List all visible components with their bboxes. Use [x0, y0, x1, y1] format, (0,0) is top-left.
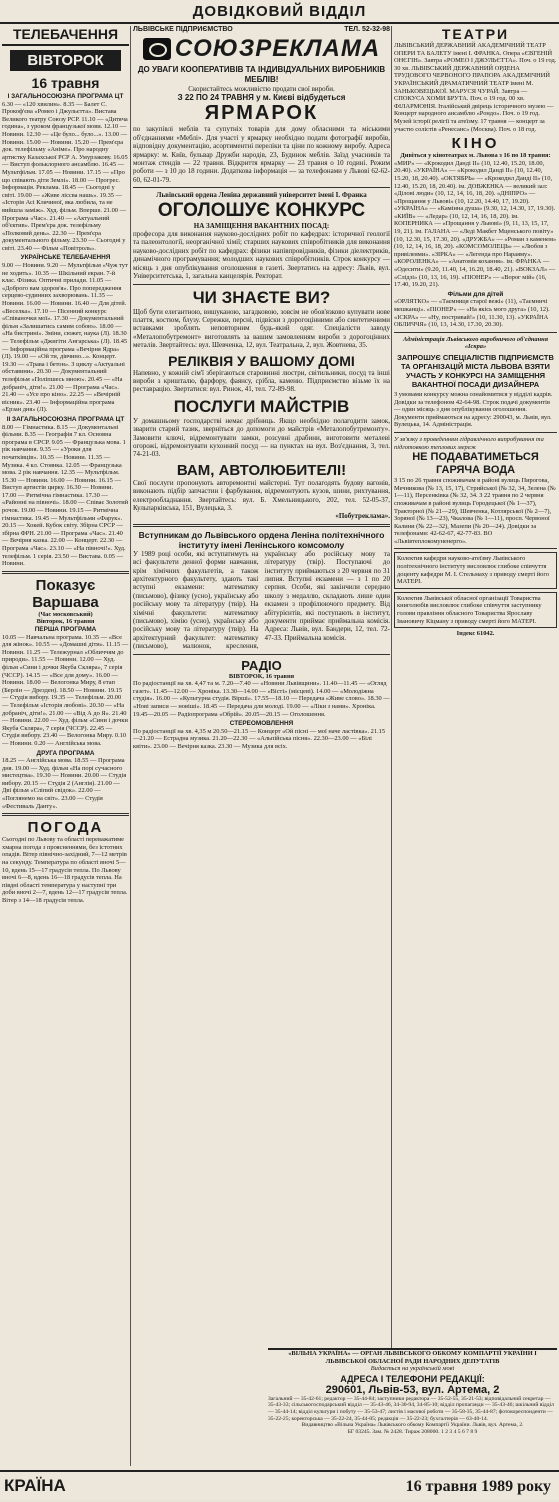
question-title: ЧИ ЗНАЄТЕ ВИ?	[192, 287, 331, 307]
tv-date: 16 травня	[31, 75, 100, 91]
theatres-title: ТЕАТРИ	[441, 26, 510, 42]
section-title: ДОВІДКОВИЙ ВІДДІЛ	[192, 2, 367, 20]
ad-tel: ТЕЛ. 52-32-98	[344, 26, 390, 33]
warsaw-schedule: 10.05 — Навчальна програма. 10.35 — «Все для жінок». 10.55 — «Домашні діти». 11.15 — Новини. 11.25 — Тележурнал «Обличчям до природи». 11.55 — Новини. 12.00 — Худ. фільм «Сини і дочки Якуба Скляра», 7 серія (ЧССР). 14.15 — «Все для дому». 16.00 — Новини. 18.00 — Велогонка Миру, 8 етап (Берлін — Дрезден). 18.50 — Новини. 19.15 — Студія вибору. 19.35 — Телефільм. 20.00 — Телефільм «Історія любові». 20.30 — «На добраніч, діти!». 21.00 — «Від А до Я». 21.40 — Новини. 22.00 — Худ. фільм «Сини і дочки Якуба Скляра», 7 серія (ЧССР). 22.45 — Студія вибору. 23.40 — Велогонка Миру. 0.10 — Новини. 0.20 — Англійська мова.	[2, 633, 129, 747]
poly-text: У 1989 році особи, які вступатимуть на всі факультети денної форми навчання, крім хімічних факультетів, а також архітектурного факультету, здають такі вступні екзамени: математику (письмово), фізику (усно), українську або російську мову та літературу (твір). На хімічні факультети: математику (письмово), хімію (усно), українську або російську мову та літературу (твір). На архітектурний факультет: математику (письмово), малюнок, креслення, українську або російську мову та літературу (твір). Поступаючі до інституту приймаються з 20 червня по 31 липня. Вступні екзамени — з 1 по 20 серпня. Особи, які закінчили середню школу з медаллю, складають лише один екзамен з профілюючого предмету. Від абітурієнтів, які поступають в інститут, документи приймає приймальна комісія. Адреса: Львів, вул. Бандери, 12, тел. 72-47-33. Приймальна комісія.	[133, 549, 390, 651]
fair-dates: З 22 ПО 24 ТРАВНЯ у м. Києві відбудеться	[177, 93, 346, 103]
masthead-name: «ВІЛЬНА УКРАЇНА» — ОРГАН ЛЬВІВСЬКОГО ОБКОМУ КОМПАРТІЇ УКРАЇНИ І ЛЬВІВСЬКОЇ ОБЛАСНОЇ РАДИ НАРОДНИХ ДЕПУТАТІВ	[288, 1350, 537, 1365]
divider	[133, 524, 390, 527]
column-divider	[130, 26, 131, 1466]
iskra-invite: ЗАПРОШУЄ СПЕЦІАЛІСТІВ ПІДПРИЄМСТВ ТА ОРГАНІЗАЦІЙ МІСТА ЛЬВОВА ВЗЯТИ УЧАСТЬ У КОНКУРСІ НА ЗАМІЩЕННЯ ВАКАНТНОЇ ПОСАДИ ДИЗАЙНЕРА	[397, 352, 554, 389]
relics-title: РЕЛІКВІЯ У ВАШОМУ ДОМІ	[168, 352, 355, 369]
auto-footer: «Побутреклама».	[335, 512, 390, 521]
divider	[2, 571, 129, 574]
ad-header	[133, 26, 390, 33]
ct1-title: І ЗАГАЛЬНОСОЮЗНА ПРОГРАМА ЦТ	[7, 93, 124, 100]
kids-text: «ОРЛЯТКО» — «Таємниця старої вежі» (11), «Таємничі мешканці». «ПІОНЕР» — «На якісь мого друга» (10, 12). «ІСКРА» — «Ну, постривай!» (10, 11.30, 13). «УКРАЇНА ОБЛИЧЧЯ» (10, 13, 14.30, 17.30, 20.30).	[394, 298, 550, 329]
question-text: Щоб бути елегантною, вишуканою, загадковою, зовсім не обов'язково купувати нове плаття, костюм, блузу. Сережки, персні, підвіски з дорогоцінними або синтетичними вставками зроблять неповторним будь-який одяг. Спеціалісти заводу «Металопобутремонт» виготовлять за вашим замовленням вироби з дорогоцінних металів. Звертайтесь: вул. Шевченка, 12, вул. Театральна, 2, вул. Жовтнева, 35.	[133, 307, 390, 350]
water-text: З 15 по 26 травня споживачам в районі вулиць Пирогова, Мечникова (№ 13, 15, 17), Стрийської (№ 32, 34, Зелена (№ 1—11), Персенківка (№ 32, 34. З 22 травня по 2 червня споживачам в районі вулиць Городецької (№ 1—37), Тракторної (№ 21—29), Шевченка, Котлярської (№ 2—7), Зоряної (№ 13—23), Чкалова (№ 1—11), просп. Червоної Калини (№ 22—32), Мазепи (№ 20—24). Довідки за телефонами: 42-62-67, 42-77-83. ВО «Львівтеплокомуненерго».	[394, 477, 556, 545]
warsaw-day: Вівторок, 16 травня	[36, 618, 95, 626]
ad-intro: ДО УВАГИ КООПЕРАТИВІВ ТА ІНДИВІДУАЛЬНИХ ВИРОБНИКІВ МЕБЛІВ!	[137, 65, 386, 84]
ct2-title: УКРАЇНСЬКЕ ТЕЛЕБАЧЕННЯ	[20, 254, 111, 262]
radio-section	[133, 658, 390, 751]
ad-intro2: Скористайтесь можливістю продати свої вироби.	[188, 85, 335, 93]
univ-subtitle: НА ЗАМІЩЕННЯ ВАКАНТНИХ ПОСАД:	[193, 221, 330, 230]
ad-org: ЛЬВІВСЬКЕ ПІДПРИЄМСТВО	[133, 26, 233, 33]
fair-title: ЯРМАРОК	[204, 102, 319, 125]
ct1-schedule: 6.30 — «120 хвилин». 8.35 — Балет С. Прокоф'єва «Ромео і Джульєтта». Вистава Великого театру Союзу РСР. 11.10 — «Дитяча година», з уроком французької мови. 12.10 — Новини. 12.30 — «Це було... було...». 13.00 — Новини. 15.00 — Новини. 15.20 — Прем'єра док. телефільму «Аніме». Про народну артистку Казахської РСР А. Умурзакову. 16.05 — Виступ фольклорного ансамблю. 16.45 — Мультфільм. 17.05 — Новини. 17.15 — «Про що співають діти Землі». 18.00 — Прогрес. Інформація. Реклама. 18.45 — Сьогодні у світі. 19.00 — «Живе ліссва нашь». 19.35 — «Історія Асі Клячиної, яка любила, та не вийшла заміж». Худ. фільм. Вперше. 21.00 — Програма «Час». 21.40 — «Актуальний об'єктив». Прем'єра док. телефільму «Полковий день». 22.30 — Прем'єра документального фільму. 23.30 — Сьогодні у світі. 23.40 — Фільм «Повітроль».	[2, 100, 128, 252]
divider	[133, 654, 390, 655]
radio-block	[133, 658, 390, 751]
masthead	[268, 1348, 557, 1468]
fair-text: по закупівлі меблів та супутніх товарів для дому обласними та міськими об'єднаннями «Меблі». Для участі у ярмарку необхідно подати фотографії виробів, відповідну документацію, асортиментні переліки та ціни по кожному виробу. Адреса ярмарку: м. Київ, бульвар Дружби народів, 23, Будинок меблів. Заїзд учасників та монтаж стендів — 22 травня. Відкриття ярмарку — 23 травня о 10 годині. Режим роботи — з 10 до 18 години. Додаткова інформація — за телефонами у Львові 62-62-60, 62-01-79.	[133, 125, 390, 184]
tv-title: ТЕЛЕБАЧЕННЯ	[2, 26, 129, 46]
divider	[394, 432, 557, 433]
radio-title: РАДІО	[241, 657, 282, 673]
masters-title: ПОСЛУГИ МАЙСТРІВ	[173, 396, 350, 416]
ct3-schedule: 8.00 — Гімнастика. 8.15 — Документальні фільми. 8.35 — Географія 7 кл. Основна програма в СРСР. 9.05 — Французька мова. 1 рік навчання. 9.35 — «Уроки для початківців». 10.35 — Новини. 11.35 — Музика. 4 кл. Стоянка. 12.05 — Французька мова. 2 рік навчання. 12.35 — Мультфільм. 15.30 — Новини. 16.00 — Новини. 16.15 — Виступ артистів цирку. 16.30 — Новини. 17.00 — Ритмічна гімнастика. 17.30 — «Районні на півночі». 18.00 — Співає Золотий рочок. 19.00 — Новини. 19.15 — Ритмічна гімнастика. 19.45 — Мультфільми «Фарук». 20.15 — Хокей. Кубок світу. Збірна СРСР — збірна ФРН. 21.00 — Програма «Час». 21.40 — Вечірня казка. 22.00 — Концерт. 22.30 — Програма «Час». 23.10 — «На півночі!». Худ. телефільм. 1 серія. 23.50 — Вистава. 0.05 — Новини.	[2, 423, 129, 568]
weather-text: Сьогодні по Львову та області переважатиме хмарна погода з проясненнями, без істотних опадів. Вітер північно-західний, 7—12 метрів на секунду. Температура по області вночі 5—10, вдень 15—17 градусів тепла. По Львову вночі 6—8, вдень 16—18 градусів тепла. На півдні області температура у наступні три доби вночі 2—7, вдень 12—17 градусів тепла. Вітер з 14—18 градусів тепла.	[2, 836, 128, 904]
stereo-text: По радіостанції на хв. 4,35 м 20.50—21.15 — Концерт «Ой пісні — мої наче ластівка». 21.15—21.20 — Естрадна музика. 21.20—22.30 — «Альпійська пісня». 22.30—23.00 — «Білі квіти». 23.00 — Вечірня казка. 23.30 — Музика для всіх.	[133, 727, 386, 751]
ads-column	[133, 26, 390, 1466]
ct3-title: ІІ ЗАГАЛЬНОСОЮЗНА ПРОГРАМА ЦТ	[6, 415, 125, 423]
address-title: АДРЕСА І ТЕЛЕФОНИ РЕДАКЦІЇ:	[340, 1373, 485, 1384]
tv-column	[2, 26, 129, 1466]
weather-title: ПОГОДА	[27, 819, 104, 837]
print-info: БГ 03245. Зам. № 2428. Тираж 208000. 1 2 3 4 5 6 7 8 9	[347, 1428, 478, 1435]
condolence-2: Колектив Львівської обласної організації Товариства книголюбів висловлює глибоке співчуття заступнику голови правління обласного Товариства Ярославу Івановичу Кіцману з приводу смерті його МАТЕРІ.	[394, 592, 557, 628]
poly-title: Вступникам до Львівського ордена Леніна політехнічного інституту імені Ленінського комсомолу	[138, 529, 385, 550]
ad-logo	[133, 35, 390, 63]
water-title: НЕ ПОДАВАТИМЕТЬСЯ ГАРЯЧА ВОДА	[412, 451, 539, 477]
condolence-1: Колектив кафедри науково-атеїзму Львівського політехнічного інституту висловлює глибоке співчуття доценту кафедри М. І. Стельмаху з приводу смерті його МАТЕРІ.	[394, 552, 557, 588]
theatres-text: ЛЬВІВСЬКИЙ ДЕРЖАВНИЙ АКАДЕМІЧНИЙ ТЕАТР ОПЕРИ ТА БАЛЕТУ імені І. ФРАНКА. Опера «ЄВГЕНІЙ ОНЄГІН». Завтра «РОМЕО І ДЖУЛЬЄТТА». Поч. о 19 год. 30 хв. ЛЬВІВСЬКИЙ ДЕРЖАВНИЙ ОРДЕНА ТРУДОВОГО ЧЕРВОНОГО ПРАПОРА АКАДЕМІЧНИЙ УКРАЇНСЬКИЙ ДРАМАТИЧНИЙ ТЕАТР імені М. ЗАНЬКОВЕЦЬКОЇ. МАРУСЯ ЧУРАЙ. Завтра — СПОКУСА ХОМИ БРУТА. Поч. о 19 год. 00 хв. ФІЛАРМОНІЯ. Італійський двірець історичного музею — Концерт народного ансамблю «Рондо». Поч. о 19 год. Музей історії релігії та атеїзму. 17 травня — концерт за участю солістів «Ренесанс» (Москва). Поч. о 18 год.	[394, 42, 557, 133]
divider	[394, 332, 557, 333]
ct2-schedule: 9.00 — Новини. 9.20 — Мультфільм «Чуж тут не ходить». 10.35 — Шкільний екран. 7-й клас. Фізика. Оптичні прилади. 11.05 — «Доброго вам здоров'я». Про попередження серцево-судинних захворювань. 11.35 — Новини. 16.00 — Новини. 16.40 — Для дітей. «Веселка». 17.10 — Пісенний конкурс «Співаночки мої». 17.30 — Документальний фільм «Залишатись самим собою». 18.00 — «На бистрині». Зміни, сюжет, наука (Л). 18.30 — Телефільм «Джигіти Ангарська» (Л). 18.45 — Інформаційна програма «Вечірня Ядра» (Л). 19.00 — «Ой ти, дівчино...». Концерт. 19.30 — «Трава і бетон». З циклу «Актуальні обставини». 20.30 — Документальний телефільм «Поліпшесь мною». 20.45 — «На добраніч, діти!». 21.00 — Програма «Час». 21.40 — «Усе про кіно». 22.25 — «Вечірній вісник». 23.40 — Інформаційна програма «Ерзан дня» (Л).	[2, 262, 128, 414]
radio-text: По радіостанції на хв. 4,47 та м. 7.20—7.40 — «Новини Львівщини». 11.40—11.45 — «Огляд газет». 11.45—12.00 — Хроніка. 13.30—14.00 — «Вісті» (місцеві). 14.00 — «Молодіжна студія». 16.00 — «Культурна студія. Вірші». 17.55—18.10 — Передача «Живе слово». 18.30 — «Нові записи — новіші». 18.45 — Передача для молоді. 19.00 — «Ліки з нами». Хроніка. 19.45—20.05 — Радіопрограма «Обрій». 20.05—20.15 — Оголошення.	[133, 680, 390, 718]
logo-icon	[143, 38, 171, 60]
relics-text: Напевно, у кожній сім'ї зберігаються старовинні люстри, світильники, посуд та інші вироби з кришталю, фарфору, фаянсу, срібла, каменю. Підприємство візьме їх на реставрацію. Звертатися: вул. Ринок, 41, тел. 72-89-98.	[133, 368, 390, 394]
radio-day: ВІВТОРОК, 16 травня	[228, 672, 295, 680]
ad-brand: СОЮЗРЕКЛАМА	[174, 35, 381, 62]
index-number: Індекс 61042.	[456, 630, 495, 638]
water-intro: У зв'язку з проведенням гідравлічного випробування та підготовкою теплових мереж	[394, 435, 544, 451]
masthead-lang: Видається на українській мові	[370, 1365, 455, 1373]
day-label: ВІВТОРОК	[10, 50, 121, 71]
address: 290601, Львів-53, вул. Артема, 2	[325, 1383, 500, 1396]
cinema-text: «МИР» — «Крокодил Данді ІІ» (10, 12.40, 15.20, 18.00, 20.40). «УКРАЇНА» — «Крокодил Данді ІІ» (10, 12.40, 15.20, 18, 20.40). «ОКТЯБРЬ» — «Крокодил Данді ІІ» (10, 12.40, 15.20, 18, 20.40). ім. ДОВЖЕНКА — великий зал: «Ділові люди» (10, 12, 14, 16, 18, 20). «ДНІПРО» — «Прощання у Львові» (10, 12.20, 14.40, 17, 19.20). «УКРАЇНА» — «Камінна душа» (9.30, 12, 14.30, 17, 19.30). «КИЇВ» — «Ледар» (10, 12, 14, 16, 18, 20). ім. КОПЕРНИКА — «Прощання у Львові» (9, 11, 13, 15, 17, 19, 21). ім. ГАЛАНА — «Леді Макбет Мценського повіту» (10, 12.30, 15, 17.30, 20). «ДРУЖБА» — «Роман з каменем» (10, 12, 14, 16, 18, 20). «КОМСОМОЛЕЦЬ» — «Любов з привілеями». «ЗІРКА» — «Легенда про Нараяму». «КОРОЛЕНКА» — «Анатомія кохання». ім. ФРАНКА — «Одесити» (9.20, 11.40, 14, 16.20, 18.40, 21). «ВОКЗАЛ» — «Слідзі» (10, 13, 16, 19). «ПІОНЕР» — «Ворог мій» (16, 17.40, 19.20, 21).	[394, 159, 557, 289]
iskra-text: З умовами конкурсу можна ознайомитися у відділі кадрів. Довідки за телефоном 42-64-98. Строк подачі документів — один місяць з дня опублікування оголошення. Документи приймаються на адресу: 290043, м. Львів, вул. Вулецька, 14. Адміністрація.	[394, 390, 553, 429]
cinema-subtitle: Дивіться у кінотеатрах м. Львова з 16 по 18 травня:	[400, 152, 551, 160]
footer-date: 16 травня 1989 року	[405, 1478, 551, 1495]
auto-text: Свої послуги пропонують авторемонтні майстерні. Тут полагодять будову вагонів, виконають підбір запчастин і фарбування, відремонтують кузов, шини, рихтування, електрообладнання. Звертайтесь: вул. Б. Хмельницького, 202, тел. 52-05-37, Кульпарківська, 151, Вулецька, 3.	[133, 478, 390, 512]
warsaw-program1-title: ПЕРША ПРОГРАМА	[34, 626, 97, 633]
univ-title: ОГОЛОШУЄ КОНКУРС	[157, 199, 366, 221]
column-divider	[391, 26, 392, 1466]
auto-title: ВАМ, АВТОЛЮБИТЕЛІ!	[176, 461, 347, 479]
phones: Загальний — 35-42-61; редактор — 35-44-84; заступники редактора — 35-52-55, 35-21-53; відповідальний секретар — 35-43-33; сільськогосподарський відділ — 35-43-46, 34-30-94, 34-85-10; відділ пропаганди — 35-43-46; шкільний відділ — 35-44-14; відділ культури і побуту — 35-53-47; листів і масової роботи — 35-58-35, 35-44-87; фотокореспонденти — 35-22-25; коректорська — 35-22-24, 35-44-05; редакція — 35-22-23; бухгалтерія — 63-40-14.	[268, 1395, 554, 1422]
univ-org: Львівський ордена Леніна державний університет імені І. Франка	[156, 191, 367, 200]
iskra-title: Адміністрація Львівського виробничого об'єднання «Іскра»	[402, 335, 549, 351]
kids-title: Фільми для дітей	[447, 290, 504, 298]
cinema-title: КІНО	[451, 135, 500, 153]
divider	[394, 548, 557, 549]
warsaw-schedule2: 18.25 — Англійська мова. 18.55 — Програма дня. 19.00 — Худ. фільм «На порі сучасного мистецтва». 19.30 — Новини. 20.00 — Студія вибору. 20.15 — Студія 2 (Англія). 21.00 — Дві фільм «Сліпий свідок». 22.00 — «Поглянемо на світ». 23.00 — Студія «Фестиваль Данту».	[2, 757, 127, 810]
warsaw-subtitle: (Час московський)	[38, 610, 93, 618]
section-header	[0, 0, 559, 24]
footer-paper-name: КРАЇНА	[4, 1476, 66, 1495]
publisher: Видавництво «Вільна Україна» Львівського обкому Компартії України. Львів, вул. Артема, 2.	[301, 1422, 524, 1429]
warsaw-program2-title: ДРУГА ПРОГРАМА	[36, 749, 95, 757]
culture-column	[394, 26, 557, 1466]
masters-text: У домашньому господарстві немає дрібниць. Якщо необхідно полагодити замок, зварити старий тазик, зверніться до допомоги до майстрів «Металопобутремонту». Замовити ключі, відремонтувати замки, розсувні драбини, виготовити металеві огорожі, відремонтувати кухонний посуд — на пунктах на вул. Воз'єднання, 3, тел. 74-21-03.	[133, 416, 390, 459]
stereo-title: СТЕРЕОМОВЛЕННЯ	[229, 720, 294, 728]
warsaw-title: Показує Варшава	[32, 576, 99, 611]
divider	[133, 284, 390, 285]
univ-text: професора для виконання науково-дослідних робіт по кафедрах: історичної геології та палеонтології, неорганічної хімії; старших наукових співробітників для виконання науково-дослідних робіт по кафедрах: фізики напівпровідників, фізики діелектриків, динамічного програмування; молодших наукових співробітників. Строк конкурсу — місяць з дня опублікування оголошення в газеті. Звертатись на адресу: Львів, вул. Університетська, 1, загальна канцелярія. Ректорат.	[133, 230, 390, 281]
page-footer	[0, 1470, 559, 1502]
divider	[133, 187, 390, 188]
divider	[2, 813, 129, 816]
